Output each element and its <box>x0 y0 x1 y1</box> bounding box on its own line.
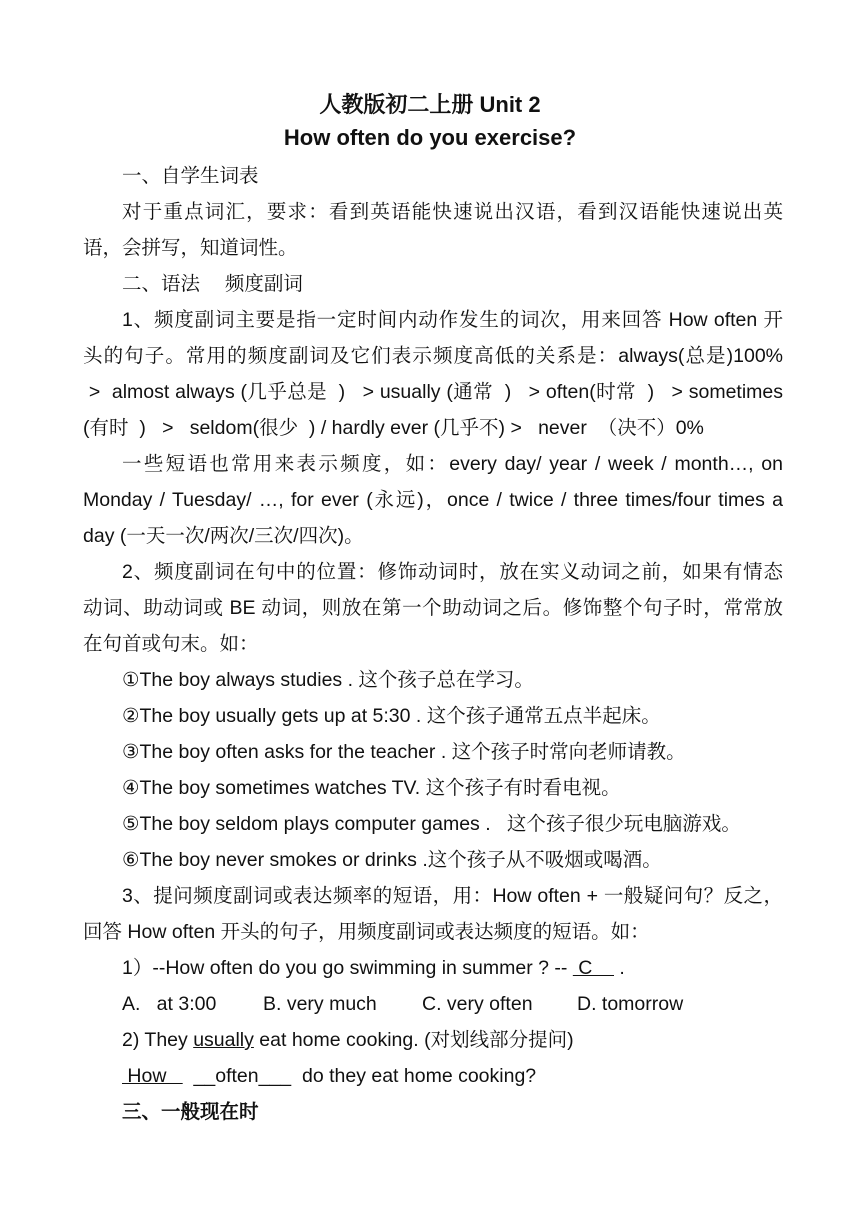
answer-blank: __often___ <box>193 1065 292 1087</box>
paragraph-line: (有时 ) > seldom(很少 ) / hardly ever (几乎不) > never （决不）0% <box>83 417 704 439</box>
example-sentence: ③The boy often asks for the teacher . 这个孩子时常向老师请教。 <box>122 741 686 763</box>
paragraph-line: 一些短语也常用来表示频度，如：every day/ year / week / month…, on <box>122 453 783 475</box>
underlined-word: usually <box>193 1029 254 1051</box>
paragraph-line: 1、频度副词主要是指一定时间内动作发生的词次，用来回答 How often 开 <box>122 309 783 331</box>
question-text: 2) They <box>122 1029 194 1051</box>
paragraph-line: day (一天一次/两次/三次/四次)。 <box>83 525 364 547</box>
example-sentence: ④The boy sometimes watches TV. 这个孩子有时看电视。 <box>122 777 621 799</box>
paragraph-line: > almost always (几乎总是 ) > usually (通常 ) > often(时常 ) > sometimes <box>83 381 783 403</box>
document-subtitle: How often do you exercise? <box>283 125 577 150</box>
option-d: D. tomorrow <box>577 993 684 1015</box>
document-title: 人教版初二上册 Unit 2 <box>319 92 541 117</box>
paragraph-line: 动词、助动词或 BE 动词，则放在第一个助动词之后。修饰整个句子时，常常放 <box>83 597 783 619</box>
example-sentence: ②The boy usually gets up at 5:30 . 这个孩子通常五点半起床。 <box>122 705 661 727</box>
question-text: eat home cooking. (对划线部分提问) <box>253 1029 574 1051</box>
answer-blank: C <box>572 957 614 979</box>
answer-options <box>122 986 783 1022</box>
paragraph-line: 3、提问频度副词或表达频率的短语，用：How often + 一般疑问句？反之， <box>122 885 783 907</box>
paragraph-line: 头的句子。常用的频度副词及它们表示频度高低的关系是：always(总是)100% <box>83 345 783 367</box>
paragraph-line: 回答 How often 开头的句子，用频度副词或表达频度的短语。如： <box>83 921 650 943</box>
option-b: B. very much <box>263 993 377 1015</box>
example-sentence: ⑥The boy never smokes or drinks .这个孩子从不吸烟或喝酒。 <box>122 849 662 871</box>
question-end: . <box>614 957 625 979</box>
exercise-question-2 <box>122 1022 783 1058</box>
paragraph-line: 语，会拼写，知道词性。 <box>83 237 298 259</box>
answer-text: do they eat home cooking? <box>301 1065 537 1087</box>
exercise-question-1 <box>122 950 783 986</box>
example-sentence: ⑤The boy seldom plays computer games . 这个孩子很少玩电脑游戏。 <box>122 813 741 835</box>
answer-blank: How <box>122 1065 183 1087</box>
section-heading-present-tense: 三、一般现在时 <box>122 1101 259 1123</box>
paragraph-line: 2、频度副词在句中的位置：修饰动词时，放在实义动词之前，如果有情态 <box>122 561 783 583</box>
paragraph-line: Monday / Tuesday/ …, for ever (永远)，once / twice / three times/four times a <box>83 489 783 511</box>
question-text: 1）--How often do you go swimming in summer ? -- <box>122 957 573 979</box>
option-c: C. very often <box>422 993 533 1015</box>
option-a: A. at 3:00 <box>122 993 217 1015</box>
exercise-answer-2 <box>122 1058 783 1094</box>
section-heading-vocabulary: 一、自学生词表 <box>122 165 259 187</box>
paragraph-line: 对于重点词汇，要求：看到英语能快速说出汉语，看到汉语能快速说出英 <box>122 201 783 223</box>
example-sentence: ①The boy always studies . 这个孩子总在学习。 <box>122 669 534 691</box>
paragraph-line: 在句首或句末。如： <box>83 633 259 655</box>
section-heading-grammar: 二、语法 频度副词 <box>122 273 303 295</box>
